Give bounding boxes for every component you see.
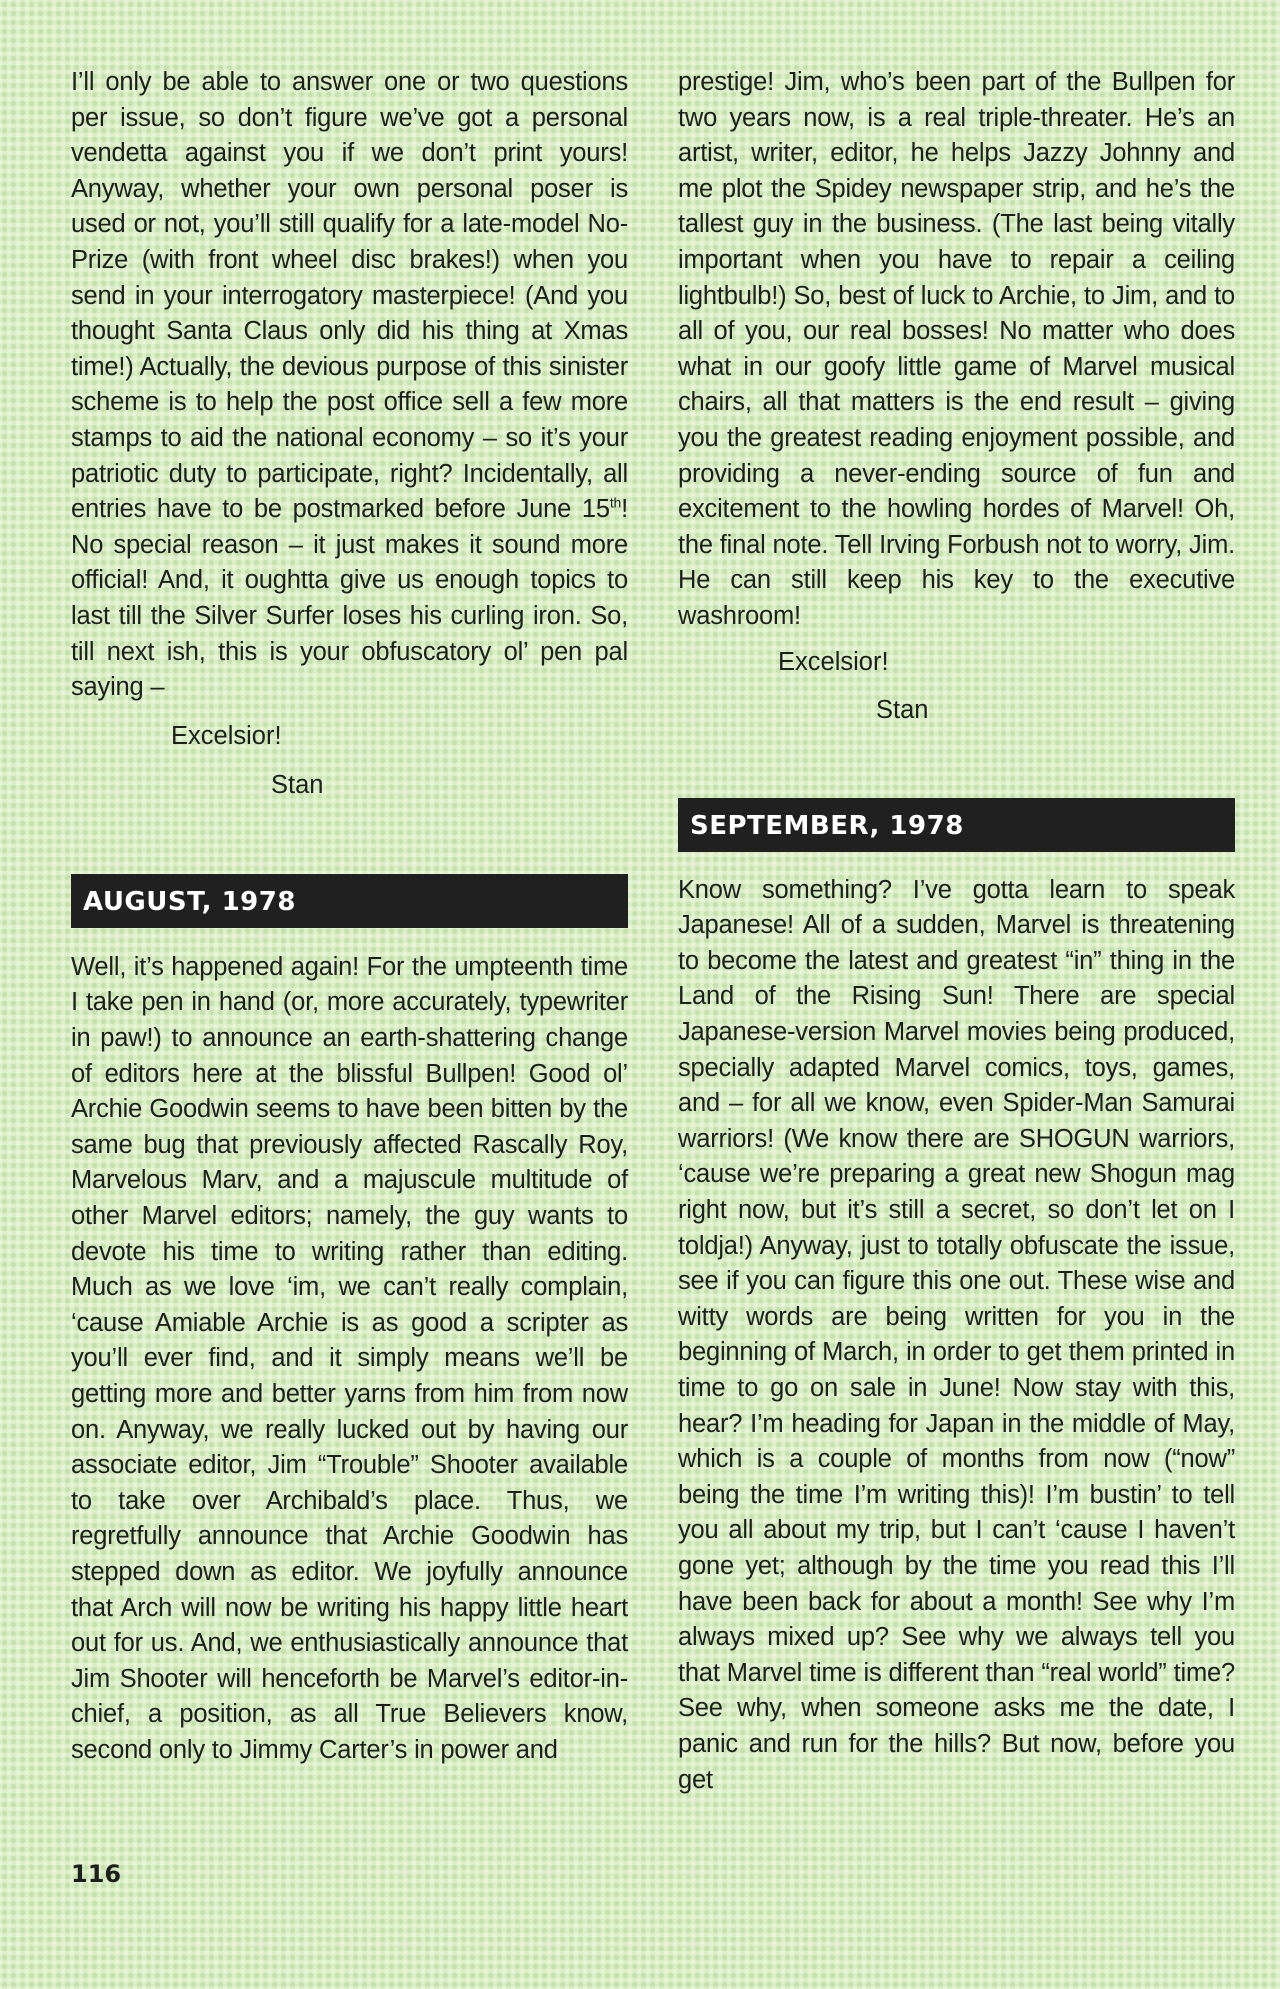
section-header-august-1978: AUGUST, 1978 <box>71 874 628 928</box>
ordinal-suffix: th <box>609 494 622 511</box>
continued-paragraph: prestige! Jim, who’s been part of the Bullpen for two years now, is a real triple-threater. He’s an artist, writer, editor, he helps Jazzy Johnny and me plot the Spidey newspaper strip, and he’s the tallest guy in the business. (The last being vitally important when you have to repair a ceiling lightbulb!) So, best of luck to Archie, to Jim, and to all of you, our real bosses! No matter who does what in our goofy little game of Marvel musical chairs, all that matters is the end result – giving you the greatest reading enjoyment possible, and providing a never-ending source of fun and excitement to the howling hordes of Marvel! Oh, the final note. Tell Irving Forbush not to worry, Jim. He can still keep his key to the executive washroom! <box>678 68 1235 630</box>
right-column <box>678 65 1235 1798</box>
signature-stan: Stan <box>876 696 929 725</box>
signoff-excelsior: Excelsior! <box>778 647 889 676</box>
intro-paragraph-text-end: ! No special reason – it just makes it sound more official! And, it oughtta give us enough topics to last till the Silver Surfer loses his curling iron. So, till next ish, this is your obfuscatory ol’ pen pal saying – <box>71 495 628 702</box>
signoff-excelsior: Excelsior! <box>171 721 282 750</box>
signature-stan: Stan <box>271 771 324 800</box>
page-number: 116 <box>71 1860 122 1888</box>
section-header-september-1978: SEPTEMBER, 1978 <box>678 798 1235 852</box>
august-paragraph: Well, it’s happened again! For the umpteenth time I take pen in hand (or, more accurately, typewriter in paw!) to announce an earth-shattering change of editors here at the blissful Bullpen! Good ol’ Archie Goodwin seems to have been bitten by the same bug that previously affected Rascally Roy, Marvelous Marv, and a majuscule multitude of other Marvel editors; namely, the guy wants to devote his time to writing rather than editing. Much as we love ‘im, we can’t really complain, ‘cause Amiable Archie is as good a scripter as you’ll ever find, and it simply means we’ll be getting more and better yarns from him from now on. Anyway, we really lucked out by having our associate editor, Jim “Trouble” Shooter available to take over Archibald’s place. Thus, we regretfully announce that Archie Goodwin has stepped down as editor. We joyfully announce that Arch will now be writing his happy little heart out for us. And, we enthusiastically announce that Jim Shooter will henceforth be Marvel’s editor-in-chief, a position, as all True Believers know, second only to Jimmy Carter’s in power and <box>71 952 628 1764</box>
september-paragraph: Know something? I’ve gotta learn to speak Japanese! All of a sudden, Marvel is threatening to become the latest and greatest “in” thing in the Land of the Rising Sun! There are special Japanese-version Marvel movies being produced, specially adapted Marvel comics, toys, games, and – for all we know, even Spider-Man Samurai warriors! (We know there are SHOGUN warriors, ‘cause we’re preparing a great new Shogun mag right now, but it’s still a secret, so don’t let on I toldja!) Anyway, just to totally obfuscate the issue, see if you can figure this one out. These wise and witty words are being written for you in the beginning of March, in order to get them printed in time to go on sale in June! Now stay with this, hear? I’m heading for Japan in the middle of May, which is a couple of months from now (“now” being the time I’m writing this)! I’m bustin’ to tell you all about my trip, but I can’t ‘cause I haven’t gone yet; although by the time you read this I’ll have been back for about a month! See why I’m always mixed up? See why we always tell you that Marvel time is different than “real world” time? See why, when someone asks me the date, I panic and run for the hills? But now, before you get <box>678 875 1235 1794</box>
intro-paragraph <box>71 65 628 706</box>
left-column <box>71 65 628 1769</box>
intro-paragraph-text: I’ll only be able to answer one or two questions per issue, so don’t figure we’ve got a personal vendetta against you if we don’t print yours! Anyway, whether your own personal poser is used or not, you’ll still qualify for a late-model No-Prize (with front wheel disc brakes!) when you send in your interrogatory masterpiece! (And you thought Santa Claus only did his thing at Xmas time!) Actually, the devious purpose of this sinister scheme is to help the post office sell a few more stamps to aid the national economy – so it’s your patriotic duty to participate, right? Incidentally, all entries have to be postmarked before June 15 <box>71 68 628 524</box>
